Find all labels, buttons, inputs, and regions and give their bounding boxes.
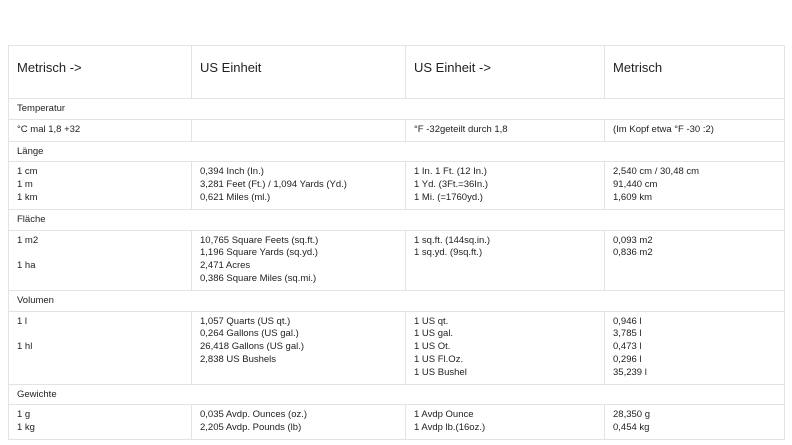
table-row: [9, 230, 785, 290]
cell-line: 1 Yd. (3Ft.=36In.): [414, 179, 489, 191]
header-metric-out: Metrisch: [605, 46, 785, 99]
metric-out-cell: [605, 230, 785, 290]
cell-line: 3,785 l: [613, 328, 642, 340]
cell-line: 0,394 Inch (In.): [200, 166, 264, 178]
cell-line: 1 sq.yd. (9sq.ft.): [414, 247, 483, 259]
cell-line: 1 US Fl.Oz.: [414, 353, 464, 365]
conversion-table-container: [8, 45, 784, 440]
metric-cell: [9, 405, 192, 440]
header-us-unit: US Einheit: [192, 46, 406, 99]
header-metric: Metrisch ->: [9, 46, 192, 99]
cell-line: 1 m2: [17, 234, 39, 246]
cell-line: 1 m: [17, 179, 33, 191]
cell-line: 1 g: [17, 409, 31, 421]
cell-line: 10,765 Square Feets (sq.ft.): [200, 234, 319, 246]
cell-line: 0,621 Miles (ml.): [200, 191, 271, 203]
section-row: [9, 290, 785, 311]
cell-line: 1 In. 1 Ft. (12 In.): [414, 166, 487, 178]
conversion-table: [8, 45, 785, 440]
us-cell: [192, 230, 406, 290]
section-row: [9, 209, 785, 230]
metric-out-cell: [605, 311, 785, 384]
cell-line: 1 Avdp lb.(16oz.): [414, 422, 486, 434]
cell-line: 0,386 Square Miles (sq.mi.): [200, 272, 317, 284]
cell-line: 2,540 cm / 30,48 cm: [613, 166, 700, 178]
cell-line: 1 cm: [17, 166, 38, 178]
cell-line: 0,093 m2: [613, 234, 653, 246]
cell-line: 2,205 Avdp. Pounds (lb): [200, 422, 302, 434]
cell-line: 1 sq.ft. (144sq.in.): [414, 234, 491, 246]
cell-line: 2,838 US Bushels: [200, 353, 277, 365]
metric-cell: [9, 230, 192, 290]
cell-line: 1 US gal.: [414, 328, 454, 340]
metric-cell: [9, 119, 192, 141]
cell-line: 1,609 km: [613, 191, 653, 203]
cell-line: 0,454 kg: [613, 422, 650, 434]
table-row: [9, 119, 785, 141]
cell-line: °C mal 1,8 +32: [17, 123, 81, 135]
cell-line: 3,281 Feet (Ft.) / 1,094 Yards (Yd.): [200, 179, 347, 191]
cell-line: 0,035 Avdp. Ounces (oz.): [200, 409, 308, 421]
cell-line: 1 l: [17, 315, 28, 327]
us-unit-cell: [406, 119, 605, 141]
us-cell: [192, 119, 406, 141]
table-row: [9, 162, 785, 209]
section-row: [9, 384, 785, 405]
cell-line: 1 US Ot.: [414, 341, 451, 353]
cell-line: 1 hl: [17, 341, 33, 353]
cell-line: 1 km: [17, 191, 38, 203]
section-title: Länge: [9, 141, 785, 162]
cell-line: 0,946 l: [613, 315, 642, 327]
section-title: Gewichte: [9, 384, 785, 405]
cell-line: 1 kg: [17, 422, 35, 434]
us-unit-cell: [406, 162, 605, 209]
section-title: Fläche: [9, 209, 785, 230]
us-cell: [192, 162, 406, 209]
section-title: Temperatur: [9, 99, 785, 120]
cell-line: [17, 247, 183, 260]
header-row: [9, 46, 785, 99]
cell-line: 1,057 Quarts (US qt.): [200, 315, 291, 327]
cell-line: 1 Mi. (=1760yd.): [414, 191, 483, 203]
section-row: [9, 99, 785, 120]
metric-out-cell: [605, 119, 785, 141]
section-title: Volumen: [9, 290, 785, 311]
cell-line: 91,440 cm: [613, 179, 658, 191]
us-cell: [192, 311, 406, 384]
cell-line: 1 US qt.: [414, 315, 449, 327]
cell-line: °F -32geteilt durch 1,8: [414, 123, 508, 135]
cell-line: 1,196 Square Yards (sq.yd.): [200, 247, 318, 259]
us-unit-cell: [406, 230, 605, 290]
cell-line: 28,350 g: [613, 409, 650, 421]
cell-line: 0,296 l: [613, 353, 642, 365]
table-row: [9, 311, 785, 384]
metric-out-cell: [605, 405, 785, 440]
cell-line: 0,264 Gallons (US gal.): [200, 328, 299, 340]
section-row: [9, 141, 785, 162]
cell-line: [17, 328, 183, 341]
cell-line: 0,836 m2: [613, 247, 653, 259]
cell-line: 1 US Bushel: [414, 366, 467, 378]
cell-line: 0,473 l: [613, 341, 642, 353]
cell-line: 35,239 l: [613, 366, 647, 378]
cell-line: (Im Kopf etwa °F -30 :2): [613, 123, 714, 135]
cell-line: 2,471 Acres: [200, 260, 251, 272]
metric-cell: [9, 162, 192, 209]
us-unit-cell: [406, 311, 605, 384]
cell-line: 1 Avdp Ounce: [414, 409, 474, 421]
metric-out-cell: [605, 162, 785, 209]
table-row: [9, 405, 785, 440]
us-cell: [192, 405, 406, 440]
cell-line: 26,418 Gallons (US gal.): [200, 341, 305, 353]
cell-line: 1 ha: [17, 260, 36, 272]
us-unit-cell: [406, 405, 605, 440]
metric-cell: [9, 311, 192, 384]
header-us-unit-to: US Einheit ->: [406, 46, 605, 99]
